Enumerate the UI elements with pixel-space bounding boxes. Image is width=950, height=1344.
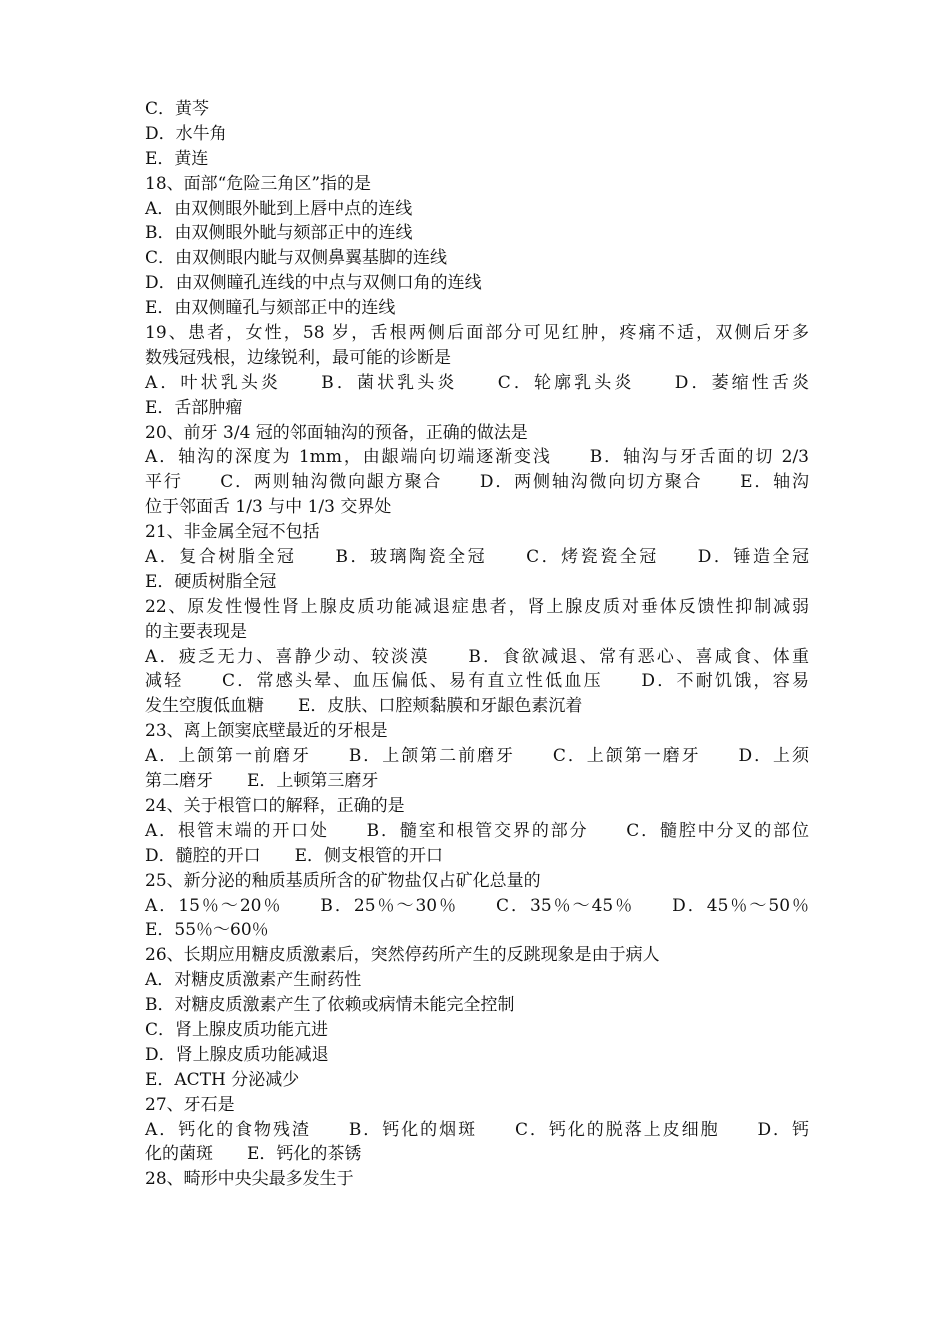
- option-line: A．根管末端的开口处 B．髓室和根管交界的部分 C．髓腔中分叉的部位: [145, 820, 809, 841]
- question-24: 24、关于根管口的解释，正确的是: [145, 795, 405, 816]
- option-line: D．由双侧瞳孔连线的中点与双侧口角的连线: [145, 273, 482, 294]
- option-line: 第二磨牙 E．上顿第三磨牙: [145, 771, 379, 792]
- question-25: 25、新分泌的釉质基质所含的矿物盐仅占矿化总量的: [145, 870, 541, 891]
- question-27: 27、牙石是: [145, 1094, 235, 1115]
- option-line: D．肾上腺皮质功能减退: [145, 1044, 329, 1065]
- question-19: 19、患者，女性，58 岁，舌根两侧后面部分可见红肿，疼痛不适，双侧后牙多: [145, 323, 809, 344]
- question-22: 22、原发性慢性肾上腺皮质功能减退症患者，肾上腺皮质对垂体反馈性抑制减弱: [145, 596, 809, 617]
- option-line: A．复合树脂全冠 B．玻璃陶瓷全冠 C．烤瓷瓷全冠 D．锤造全冠: [145, 547, 809, 568]
- option-line: 减轻 C．常感头晕、血压偏低、易有直立性低血压 D．不耐饥饿，容易: [145, 671, 809, 692]
- option-line: A．钙化的食物残渣 B．钙化的烟斑 C．钙化的脱落上皮细胞 D．钙: [145, 1119, 809, 1140]
- option-line: A．由双侧眼外眦到上唇中点的连线: [145, 198, 413, 219]
- option-line: C．肾上腺皮质功能亢进: [145, 1019, 329, 1040]
- option-line: A．上颌第一前磨牙 B．上颌第二前磨牙 C．上颌第一磨牙 D．上须: [145, 746, 809, 767]
- option-line: A．疲乏无力、喜静少动、较淡漠 B．食欲减退、常有恶心、喜咸食、体重: [145, 646, 809, 667]
- option-line: E．55％～60％: [145, 920, 269, 941]
- question-26: 26、长期应用糖皮质激素后，突然停药所产生的反跳现象是由于病人: [145, 945, 660, 966]
- option-line: A．轴沟的深度为 1mm，由龈端向切端逐渐变浅 B．轴沟与牙舌面的切 2/3: [145, 447, 809, 468]
- option-line: E．ACTH 分泌减少: [145, 1069, 300, 1090]
- option-line: E．硬质树脂全冠: [145, 571, 277, 592]
- option-line: D．髓腔的开口 E．侧支根管的开口: [145, 845, 444, 866]
- option-line: 位于邻面舌 1/3 与中 1/3 交界处: [145, 497, 392, 518]
- document-body: [145, 97, 809, 1192]
- question-20: 20、前牙 3/4 冠的邻面轴沟的预备，正确的做法是: [145, 422, 528, 443]
- option-line: E．由双侧瞳孔与颏部正中的连线: [145, 298, 396, 319]
- question-21: 21、非金属全冠不包括: [145, 522, 320, 543]
- option-line: C．由双侧眼内眦与双侧鼻翼基脚的连线: [145, 248, 448, 269]
- option-line: 发生空腹低血糖 E．皮肤、口腔颊黏膜和牙龈色素沉着: [145, 696, 583, 717]
- question-19-cont: 数残冠残根，边缘锐利，最可能的诊断是: [145, 347, 451, 368]
- option-line: 平行 C．两则轴沟微向龈方聚合 D．两侧轴沟微向切方聚合 E．轴沟: [145, 472, 809, 493]
- option-line: E．舌部肿瘤: [145, 397, 243, 418]
- question-28: 28、畸形中央尖最多发生于: [145, 1169, 354, 1190]
- question-23: 23、离上颌窦底壁最近的牙根是: [145, 721, 388, 742]
- text-line: C．黄芩: [145, 99, 210, 119]
- question-22-cont: 的主要表现是: [145, 621, 247, 642]
- option-line: A．15％～20％ B．25％～30％ C．35％～45％ D．45％～50％: [145, 895, 809, 916]
- option-line: 化的菌斑 E．钙化的茶锈: [145, 1144, 362, 1165]
- text-line: E．黄连: [145, 148, 209, 169]
- option-line: A．对糖皮质激素产生耐药性: [145, 970, 362, 991]
- option-line: B．对糖皮质激素产生了依赖或病情未能完全控制: [145, 995, 515, 1016]
- option-line: B．由双侧眼外眦与颏部正中的连线: [145, 223, 413, 244]
- option-line: A．叶状乳头炎 B．菌状乳头炎 C．轮廓乳头炎 D．萎缩性舌炎: [145, 372, 809, 393]
- text-line: D．水牛角: [145, 123, 227, 144]
- question-18: 18、面部“危险三角区”指的是: [145, 173, 372, 194]
